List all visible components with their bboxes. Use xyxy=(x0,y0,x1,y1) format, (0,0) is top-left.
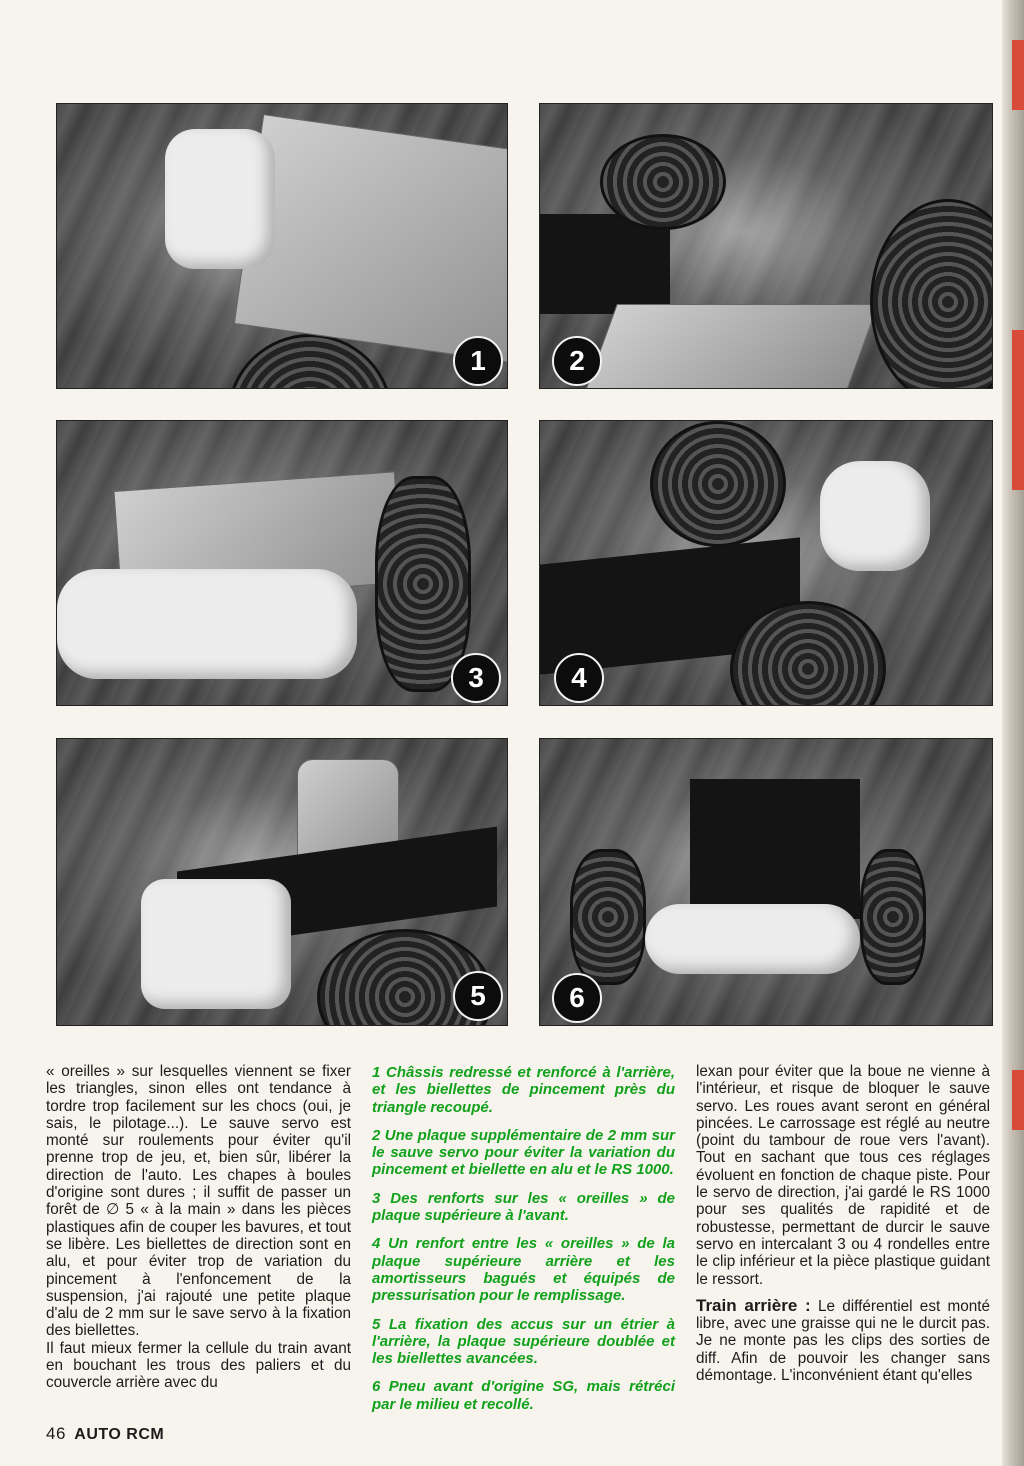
body-paragraph: lexan pour éviter que la boue ne vienne à l'intérieur, et risque de bloquer le sauve servo. Les roues avant seront en général pincées. Le carrossage est réglé au neutre (point du tambour de roue vers l'avant). Tout en sachant que tous ces réglages évoluent en fonction de chaque piste. Pour le servo de direction, j'ai gardé le RS 1000 pour ses qualités de rapidité et de robustesse, permettant de durcir le sauve servo en intercalant 3 ou 4 rondelles entre le clip inférieur et la pièce plastique guidant le ressort. xyxy=(696,1063,990,1288)
wheel xyxy=(870,199,993,389)
photo-2 xyxy=(539,103,993,389)
photo-caption: 3 Des renforts sur les « oreilles » de plaque supérieure à l'avant. xyxy=(372,1189,675,1225)
photo-3 xyxy=(56,420,508,706)
photo-caption: 2 Une plaque supplémentaire de 2 mm sur le sauve servo pour éviter la variation du pincement et biellette en alu et le RS 1000. xyxy=(372,1126,675,1179)
page-edge xyxy=(1002,0,1024,1466)
magazine-name: AUTO RCM xyxy=(74,1426,165,1443)
section-heading: Train arrière : xyxy=(696,1295,811,1315)
photo-caption: 1 Châssis redressé et renforcé à l'arrière, et les biellettes de pincement près du triangle recoupé. xyxy=(372,1064,675,1116)
body-paragraph: « oreilles » sur lesquelles viennent se fixer les triangles, sinon elles ont tendance à tordre trop facilement sur les chocs (oui, je sais, le pilotage...). Le sauve servo est monté sur roulements pour éviter qu'il prenne trop de jeu, et, bien sûr, libérer la direction de l'auto. Les chapes à boules d'origine sont dures ; il suffit de passer un forêt de ∅ 5 « à la main » dans les pièces plastiques afin de couper les bavures, et tout se libère. Les biellettes de direction sont en alu, et pour éviter trop de variation du pincement à l'enfoncement de la suspension, j'ai rajouté une petite plaque d'alu de 2 mm sur le save servo à la fixation des biellettes. xyxy=(46,1063,351,1340)
foam-bumper xyxy=(141,879,291,1009)
chassis xyxy=(690,779,860,919)
photo-number-badge: 5 xyxy=(453,971,503,1021)
photo-number-badge: 3 xyxy=(451,653,501,703)
right-column xyxy=(696,1063,990,1384)
page-number: 46 xyxy=(46,1424,66,1443)
foam-bumper xyxy=(645,904,860,974)
photo-number-badge: 4 xyxy=(554,653,604,703)
section-text: Le différentiel est monté libre, avec une graisse qui ne le durcit pas. Je ne monte pas les clips des sorties de diff. Afin de pouvoir les changer sans démontage. L'inconvénient étant qu'elles xyxy=(696,1297,990,1385)
wheel xyxy=(860,849,926,985)
foam-bumper xyxy=(57,569,357,679)
photo-caption: 5 La fixation des accus sur un étrier à l'arrière, la plaque supérieure doublée et les biellettes avancées. xyxy=(372,1315,675,1368)
left-column xyxy=(46,1063,351,1392)
body-paragraph xyxy=(696,1297,990,1384)
wheel xyxy=(650,421,786,547)
photo-5 xyxy=(56,738,508,1026)
edge-mark xyxy=(1012,330,1024,490)
wheel xyxy=(375,476,471,692)
captions-column xyxy=(372,1064,675,1424)
foam-bumper xyxy=(165,129,275,269)
photo-number-badge: 1 xyxy=(453,336,503,386)
edge-mark xyxy=(1012,40,1024,110)
body-paragraph: Il faut mieux fermer la cellule du train avant en bouchant les trous des paliers et du couvercle arrière avec du xyxy=(46,1339,351,1392)
wheel xyxy=(570,849,646,985)
photo-number-badge: 2 xyxy=(552,336,602,386)
edge-mark xyxy=(1012,1070,1024,1130)
photo-4 xyxy=(539,420,993,706)
photo-number-badge: 6 xyxy=(552,973,602,1023)
wheel xyxy=(600,134,726,230)
photo-6 xyxy=(539,738,993,1026)
page-footer xyxy=(46,1424,164,1444)
chassis-plate xyxy=(583,304,878,389)
photo-caption: 4 Un renfort entre les « oreilles » de la plaque supérieure arrière et les amortisseurs bagués et équipés de pressurisation pour le remplissage. xyxy=(372,1235,675,1305)
body-shell xyxy=(820,461,930,571)
photo-caption: 6 Pneu avant d'origine SG, mais rétréci par le milieu et recollé. xyxy=(372,1378,675,1413)
photo-1 xyxy=(56,103,508,389)
